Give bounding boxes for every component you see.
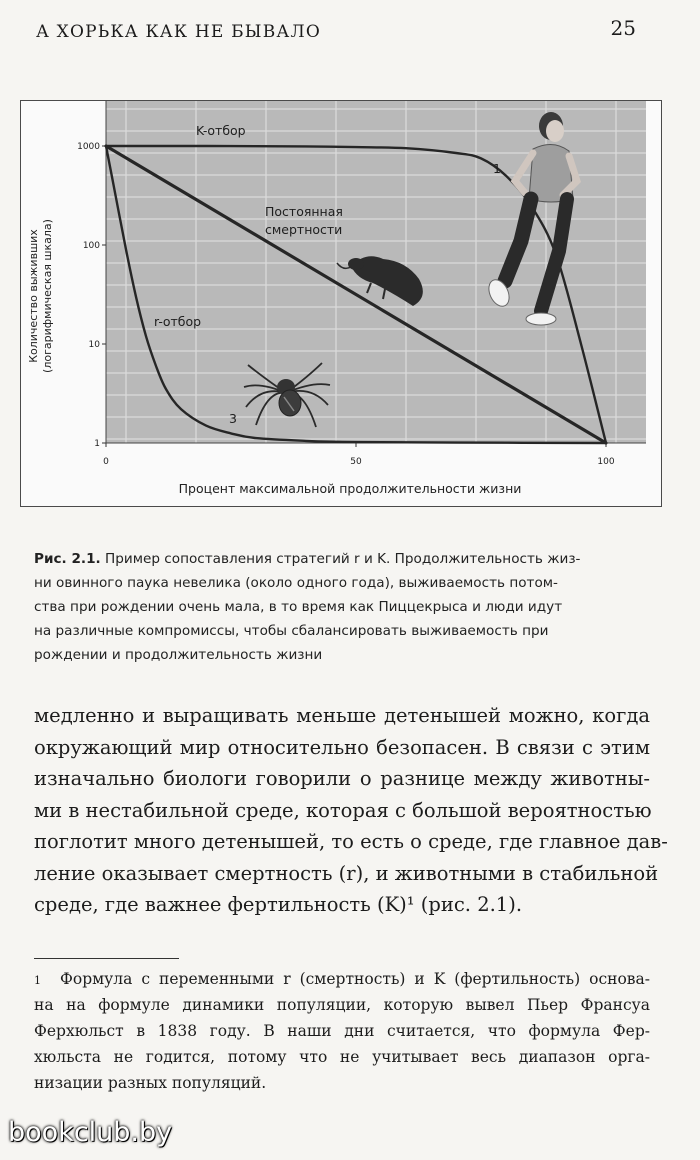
running-title: А ХОРЬКА КАК НЕ БЫВАЛО [36, 22, 321, 42]
curve-number-1: 1 [493, 161, 501, 176]
r-selection-label: r-отбор [154, 314, 202, 329]
body-line: медленно и выращивать меньше детенышей можно, когда [34, 704, 650, 727]
footnote [34, 966, 650, 1096]
figure-caption [34, 547, 650, 667]
constant-mortality-label: смертности [265, 222, 343, 237]
footnote-line: Формула с переменными r (смертность) и K (фертильность) основа- [60, 970, 650, 988]
body-paragraph [34, 700, 668, 921]
k-selection-label: K-отбор [196, 123, 246, 138]
footnote-line: хюльста не годится, потому что не учитывает весь диапазон орга- [34, 1048, 650, 1066]
y-axis-label: (логарифмическая шкала) [41, 219, 54, 373]
figure [20, 100, 662, 507]
caption-line: Пример сопоставления стратегий r и K. Продолжительность жиз- [105, 551, 581, 567]
footnote-marker: 1 [34, 974, 41, 987]
caption-line: рождении и продолжительность жизни [34, 647, 323, 663]
footnote-line: на на формуле динамики популяции, которую вывел Пьер Франсуа [34, 996, 650, 1014]
body-line: ление оказывает смертность (r), и животными в стабильной [34, 861, 659, 885]
footnote-divider [34, 958, 179, 959]
site-watermark: bookclub.by [8, 1117, 173, 1148]
y-tick-label: 1000 [77, 142, 100, 152]
page-number: 25 [610, 16, 636, 40]
body-line: окружающий мир относительно безопасен. В связи с этим [34, 735, 650, 759]
curve-number-3: 3 [229, 411, 237, 426]
x-tick-label: 100 [597, 457, 615, 467]
x-tick-label: 50 [350, 457, 362, 467]
body-line: изначально биологи говорили о разнице между животны- [34, 767, 650, 790]
y-tick-label: 10 [88, 340, 100, 350]
y-axis-label: Количество выживших [27, 229, 40, 363]
footnote-line: низации разных популяций. [34, 1074, 267, 1092]
survivorship-chart [21, 101, 661, 506]
x-axis-label: Процент максимальной продолжительности жизни [178, 481, 522, 496]
y-tick-label: 100 [82, 241, 100, 251]
body-line: поглотит много детенышей, то есть о среде, где главное дав- [34, 830, 668, 853]
footnote-line: Ферхюльст в 1838 году. В наши дни считается, что формула Фер- [34, 1022, 650, 1040]
y-tick-label: 1 [94, 439, 100, 449]
caption-label: Рис. 2.1. [34, 551, 101, 567]
x-tick-label: 0 [103, 457, 109, 467]
body-line: ми в нестабильной среде, которая с большой вероятностью [34, 798, 652, 822]
body-line: среде, где важнее фертильность (K)¹ (рис. 2.1). [34, 893, 523, 916]
caption-line: ни овинного паука невелика (около одного года), выживаемость потом- [34, 575, 558, 591]
caption-line: ства при рождении очень мала, в то время как Пиццекрыса и люди идут [34, 599, 563, 615]
caption-line: на различные компромиссы, чтобы сбалансировать выживаемость при [34, 623, 549, 639]
constant-mortality-label: Постоянная [265, 204, 343, 219]
